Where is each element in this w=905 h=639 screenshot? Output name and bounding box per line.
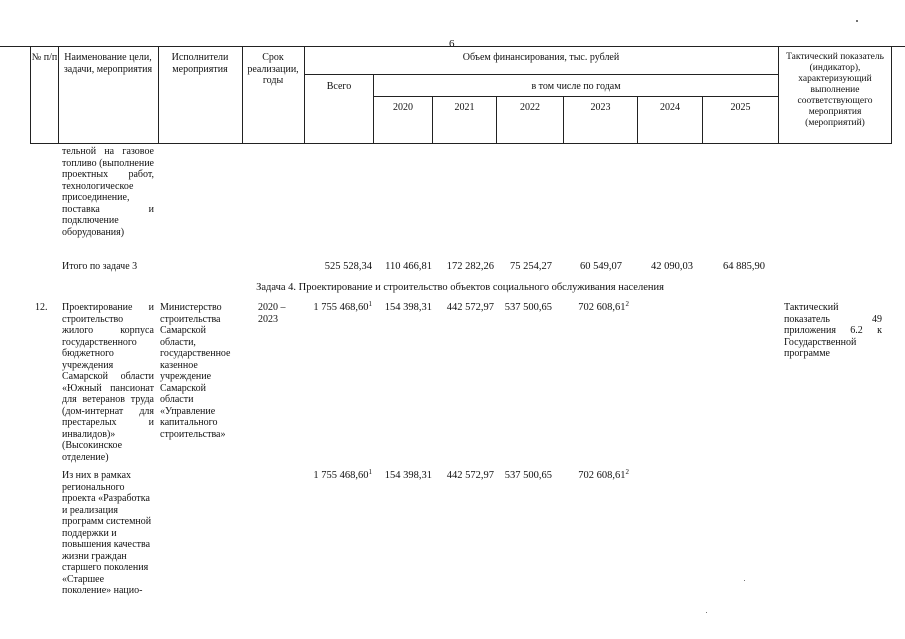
subtotal-label: Итого по задаче 3 [62, 261, 138, 272]
grid-line [158, 47, 159, 143]
subtotal-2020: 110 466,81 [385, 261, 432, 272]
row-12b-2021: 442 572,97 [446, 470, 494, 481]
continuation-text: тельной на газовое топливо (выполнение проектных работ, технологическое присоединение, поставка и подключение оборудования) [62, 146, 154, 238]
row-12-number: 12. [35, 302, 48, 313]
header-col-executor: Исполнители мероприятия [171, 52, 229, 75]
grid-line [242, 47, 243, 143]
grid-line [304, 74, 778, 75]
row-12-2023: 702 608,61$^2$ [578, 300, 629, 313]
header-col-term: Срок реализации, годы [247, 52, 299, 86]
row-12b-2023: 702 608,61$^2$ [578, 468, 629, 481]
subtotal-2024: 42 090,03 [651, 261, 693, 272]
subtotal-2021: 172 282,26 [446, 261, 494, 272]
row-12-term: 2020 – 2023 [258, 302, 286, 325]
row-12-name: Проектирование и строительство жилого корпуса государственного бюджетного учреждения Самарской области «Южный пансионат для ветеранов труда (дом-интернат для престарелых и инвалидов)» (Высокинское отделение) [62, 302, 154, 463]
row-12-executor: Министерство строительства Самарской области, государственное казенное учреждение Самарской области «Управление капитального строительства» [160, 302, 231, 440]
header-year-2020: 2020 [393, 102, 413, 113]
header-col-financing: Объем финансирования, тыс. рублей [462, 52, 620, 63]
row-12-total: 1 755 468,60$^1$ [313, 300, 372, 313]
subtotal-2023: 60 549,07 [580, 261, 622, 272]
grid-line [58, 47, 59, 143]
header-year-2023: 2023 [590, 102, 611, 113]
header-col-by-year: в том числе по годам [531, 81, 621, 92]
scan-speck [856, 20, 858, 22]
row-12b-2022: 537 500,65 [504, 470, 552, 481]
subtotal-total: 525 528,34 [324, 261, 372, 272]
row-12b-2020: 154 398,31 [384, 470, 432, 481]
scan-speck [706, 612, 707, 613]
row-12-2021: 442 572,97 [446, 302, 494, 313]
header-col-name: Наименование цели, задачи, мероприятия [63, 52, 153, 75]
subtotal-2025: 64 885,90 [723, 261, 765, 272]
header-col-indicator: Тактический показатель (индикатор), характеризующий выполнение соответствующего мероприятия (мероприятий) [786, 52, 884, 128]
header-col-number: № п/п [31, 52, 58, 63]
row-12-indicator: Тактический показатель 49 приложения 6.2 к Государственной программе [784, 302, 882, 359]
grid-line [30, 143, 892, 144]
row-12-2022: 537 500,65 [504, 302, 552, 313]
header-col-total: Всего [326, 81, 352, 92]
header-year-2025: 2025 [730, 102, 751, 113]
row-12b-name: Из них в рамках регионального проекта «Разработка и реализация программ системной поддержки и повышения качества жизни граждан старшего поколения «Старшее поколение» нацио- [62, 470, 152, 596]
scan-speck [744, 580, 745, 581]
row-12-2020: 154 398,31 [384, 302, 432, 313]
page-number: 6 [449, 38, 455, 50]
header-year-2024: 2024 [660, 102, 680, 113]
subtotal-2022: 75 254,27 [510, 261, 552, 272]
grid-line [373, 96, 778, 97]
grid-line [891, 47, 892, 143]
grid-line [304, 47, 305, 143]
header-year-2022: 2022 [520, 102, 540, 113]
row-12b-total: 1 755 468,60$^1$ [313, 468, 372, 481]
grid-line [778, 47, 779, 143]
header-year-2021: 2021 [454, 102, 475, 113]
task-4-heading: Задача 4. Проектирование и строительство объектов социального обслуживания населения [256, 282, 664, 293]
top-rule [0, 46, 905, 47]
